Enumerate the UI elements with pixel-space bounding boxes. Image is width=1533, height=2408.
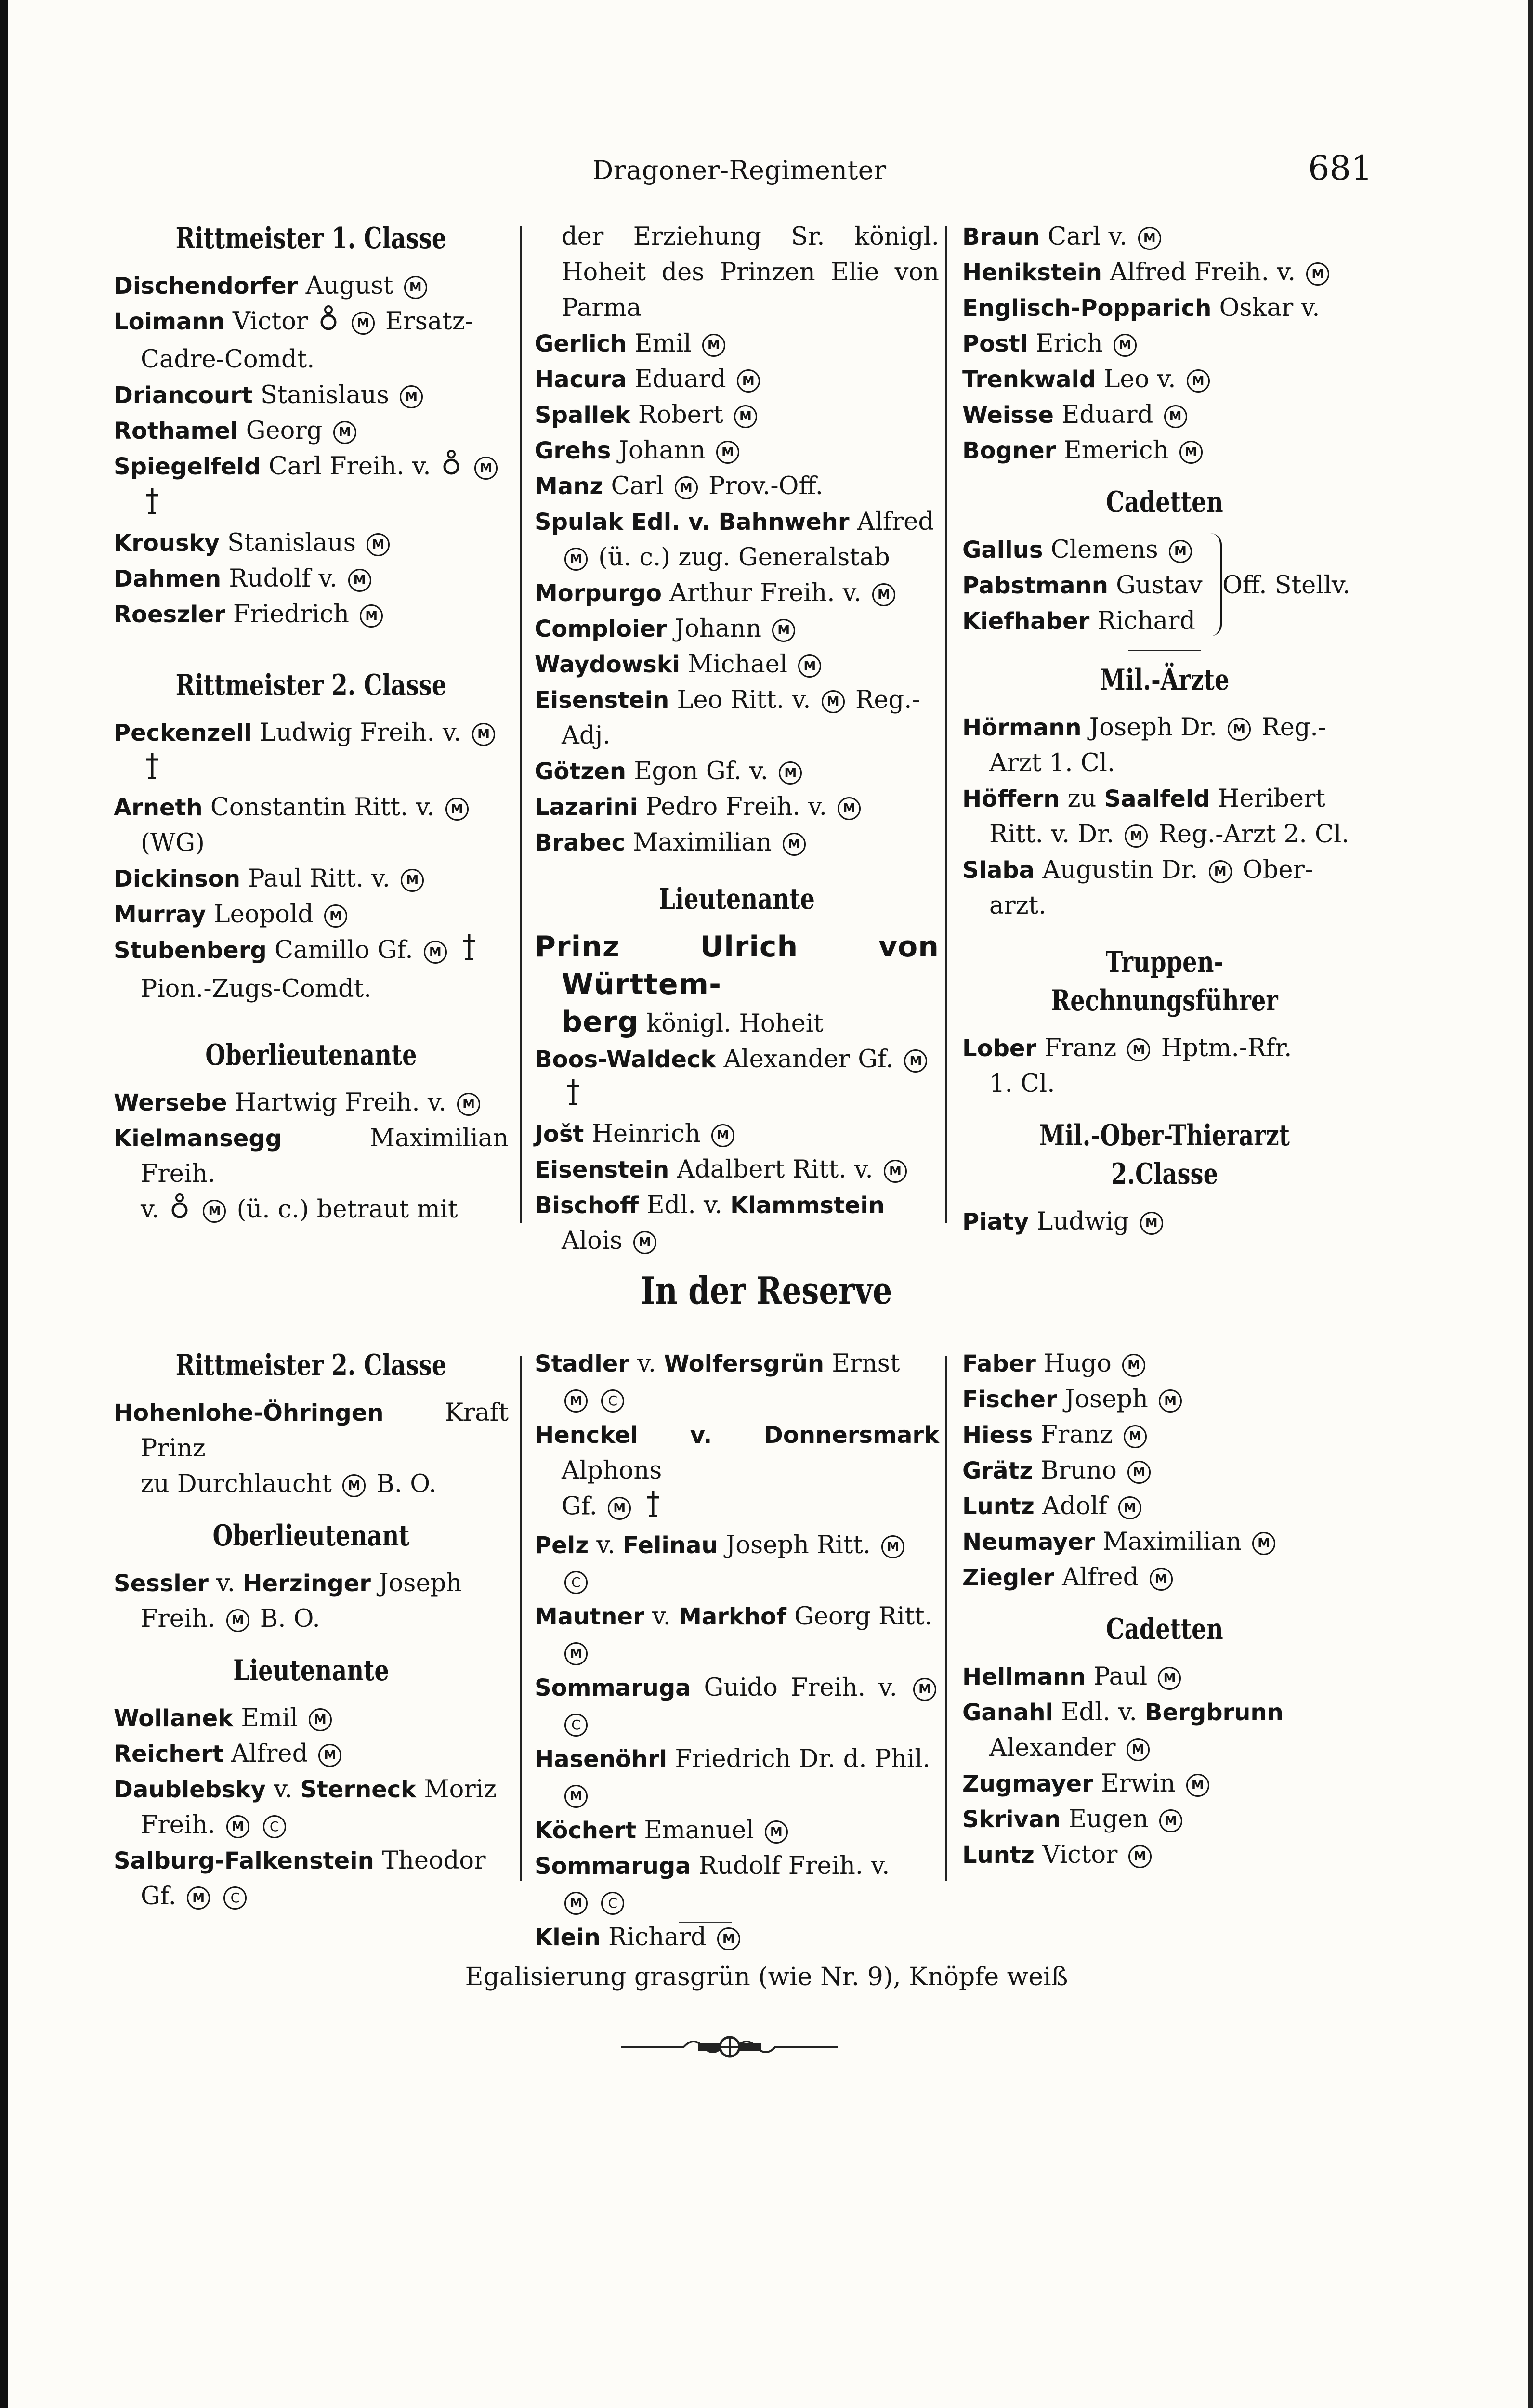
list-item: Wollanek Emil M [114,1701,509,1736]
m-icon: M [472,723,495,746]
list-item: Eisenstein Leo Ritt. v. M Reg.- [535,686,920,714]
section-heading: Mil.-Ärzte [1100,663,1230,697]
list-item: Reichert Alfred M [114,1736,509,1772]
list-item: Sommaruga Rudolf Freih. v. [535,1852,890,1880]
m-icon: M [1186,1774,1209,1797]
m-icon: M [457,1093,480,1116]
scan-border-right [1528,0,1533,2408]
m-icon: M [564,1642,588,1665]
footer-divider [679,1922,732,1923]
section-heading: Cadetten [1106,485,1223,519]
m-icon: M [1252,1532,1275,1555]
list-item: Luntz Victor M [962,1837,1367,1873]
reserve-heading: In der Reserve [641,1269,892,1313]
list-item: Hasenöhrl Friedrich Dr. d. Phil. [535,1745,930,1773]
list-item: Hörmann Joseph Dr. M Reg.- [962,713,1326,742]
list-item: Gerlich Emil M [535,326,939,362]
list-item: Skrivan Eugen M [962,1802,1367,1837]
list-item: Waydowski Michael M [535,647,939,682]
list-item-continuation: berg königl. Hoheit [562,1005,824,1039]
m-icon: M [717,1927,740,1950]
list-item: Spallek Robert M [535,397,939,433]
list-item-continuation [535,1077,939,1116]
list-item: Englisch-Popparich Oskar v. [962,294,1320,322]
active-column-2 [535,219,939,1259]
m-icon: M [1127,1461,1151,1484]
list-item: Prinz Ulrich von Württem- [535,930,939,1001]
c-icon: C [601,1389,624,1413]
list-item: Driancourt Stanislaus M [114,378,509,413]
list-item: Loimann Victor M Ersatz- [114,304,509,342]
m-icon: M [352,312,375,335]
column-rule [945,1356,947,1881]
m-icon: M [564,548,588,571]
column-rule [945,226,947,1223]
m-icon: M [904,1049,927,1073]
list-item: Braun Carl v. M [962,219,1367,255]
list-item-continuation: Alois M [535,1223,939,1259]
list-item-continuation [535,1884,939,1920]
list-item-continuation [114,751,509,790]
m-icon: M [772,619,795,642]
list-item: Pelz v. Felinau Joseph Ritt. M [535,1528,939,1563]
active-column-3 [962,219,1367,1240]
m-icon: M [564,1892,588,1915]
section-heading: Rittmeister 2. Classe [175,668,447,702]
m-icon: M [798,654,821,678]
reserve-column-1 [114,1346,509,1914]
m-icon: M [1209,860,1232,883]
list-item: Hellmann Paul M [962,1659,1367,1695]
m-icon: M [564,1389,588,1413]
m-icon: M [1118,1496,1141,1519]
cross-icon [144,751,161,790]
list-item: Sommaruga Guido Freih. v. MC [535,1670,939,1741]
list-item: Daublebsky v. Sterneck Moriz [114,1775,497,1804]
m-icon: M [608,1497,631,1520]
m-icon: M [309,1708,332,1731]
c-icon: C [564,1714,588,1737]
m-icon: M [711,1124,734,1147]
list-item: Postl Erich M [962,326,1367,362]
section-heading: Lieutenante [233,1654,389,1688]
m-icon: M [1127,1038,1150,1061]
list-item-continuation: zu Durchlaucht M B. O. [141,1470,437,1498]
m-icon: M [187,1886,210,1910]
list-item-continuation [535,1382,939,1417]
m-icon: M [1128,1845,1152,1868]
list-item: Henikstein Alfred Freih. v. M [962,255,1367,290]
list-item: Jošt Heinrich M [535,1116,939,1152]
list-item: Bogner Emerich M [962,433,1367,469]
list-item: Pabstmann Gustav [962,571,1203,600]
footer-note: Egalisierung grasgrün (wie Nr. 9), Knöpfe weiß [465,1963,1068,1991]
list-item: Faber Hugo M [962,1346,1367,1382]
m-icon: M [1187,369,1210,393]
m-icon: M [1122,1354,1145,1377]
cross-icon [564,1077,582,1116]
list-item: Weisse Eduard M [962,397,1367,433]
m-icon: M [1159,1809,1182,1832]
list-item: Ziegler Alfred M [962,1560,1367,1596]
m-icon: M [822,690,845,713]
list-item: Spulak Edl. v. Bahnwehr Alfred [535,508,934,536]
m-icon: M [404,276,427,299]
list-item-continuation: Ritt. v. Dr. M Reg.-Arzt 2. Cl. [989,820,1350,849]
reserve-column-3 [962,1346,1367,1873]
list-item: Wersebe Hartwig Freih. v. M [114,1085,509,1121]
section-heading: Rittmeister 1. Classe [175,222,447,255]
list-item: Lober Franz M Hptm.-Rfr. [962,1034,1292,1062]
list-item-continuation: v. M (ü. c.) betraut mit [114,1192,509,1230]
m-icon: M [872,583,895,606]
medal-ring-icon [442,449,461,486]
c-icon: C [564,1571,588,1594]
list-item: Höffern zu Saalfeld Heribert [962,785,1325,813]
m-icon: M [424,941,447,964]
list-item: Ganahl Edl. v. Bergbrunn [962,1698,1284,1727]
list-item: Slaba Augustin Dr. M Ober- [962,856,1313,884]
m-icon: M [1125,824,1148,848]
list-item: Comploier Johann M [535,611,939,647]
m-icon: M [333,421,356,444]
brace-label: Off. Stellv. [1222,571,1350,600]
list-item-continuation [114,486,509,525]
list-item: Piaty Ludwig M [962,1204,1367,1240]
brace [1210,533,1222,636]
list-item: Salburg-Falkenstein Theodor [114,1846,486,1875]
page-number: 681 [1308,148,1373,188]
m-icon: M [324,904,347,928]
list-item: Murray Leopold M [114,897,509,932]
list-item-continuation [535,1777,939,1813]
list-item-continuation: Gf. M [535,1489,939,1528]
m-icon: M [1150,1568,1173,1591]
section-heading: Mil.-Ober-Thierarzt 2.Classe [1039,1119,1290,1191]
cross-icon [460,932,478,971]
list-item: Grehs Johann M [535,433,939,469]
reserve-column-2 [535,1346,939,1955]
list-item: Roeszler Friedrich M [114,597,509,632]
list-item: Sessler v. Herzinger Joseph [114,1569,462,1597]
list-item: Hiess Franz M [962,1417,1367,1453]
medal-ring-icon [319,305,338,342]
m-icon: M [318,1744,341,1767]
list-item: Dickinson Paul Ritt. v. M [114,861,509,897]
list-item: Eisenstein Adalbert Ritt. v. M [535,1152,939,1188]
m-icon: M [779,761,802,785]
list-item-continuation: Adj. [562,721,611,750]
list-item: Arneth Constantin Ritt. v. M [114,790,509,825]
section-heading: Lieutenante [659,882,815,916]
list-item: Köchert Emanuel M [535,1813,939,1848]
m-icon: M [737,369,760,393]
m-icon: M [474,457,498,480]
m-icon: M [445,798,469,821]
list-item-continuation: 1. Cl. [989,1070,1055,1098]
list-item: Bischoff Edl. v. Klammstein [535,1191,885,1219]
list-item: Hohenlohe-Öhringen Kraft Prinz [114,1399,509,1463]
m-icon: M [348,569,371,592]
medal-ring-icon [170,1193,189,1230]
list-item: Brabec Maximilian M [535,825,939,861]
m-icon: M [203,1200,226,1223]
list-item: Stubenberg Camillo Gf. M [114,932,509,971]
list-item-continuation: arzt. [989,891,1047,920]
divider [1128,650,1201,651]
list-item: Stadler v. Wolfersgrün Ernst [535,1349,900,1378]
m-icon: M [1179,441,1203,464]
list-item: Kiefhaber Richard [962,607,1196,635]
section-heading: Oberlieutenante [205,1038,417,1072]
list-item-continuation: Freih. M B. O. [141,1605,320,1633]
list-item: Zugmayer Erwin M [962,1766,1367,1802]
list-item-continuation: Arzt 1. Cl. [989,749,1115,777]
list-item: Lazarini Pedro Freih. v. M [535,789,939,825]
list-item: Gallus Clemens M [962,532,1367,568]
list-item: Klein Richard M [535,1920,939,1955]
list-item: Götzen Egon Gf. v. M [535,754,939,789]
m-icon: M [367,533,390,556]
list-item: Rothamel Georg M [114,413,509,449]
m-icon: M [226,1609,249,1632]
scan-border-left [0,0,8,2408]
m-icon: M [1159,1389,1182,1413]
list-item: Luntz Adolf M [962,1489,1367,1524]
list-item: Mautner v. Markhof Georg Ritt. [535,1602,932,1631]
list-item-continuation: Cadre-Comdt. [141,345,315,374]
m-icon: M [226,1815,249,1838]
m-icon: M [765,1820,788,1844]
list-item: Hacura Eduard M [535,362,939,397]
m-icon: M [1228,718,1251,741]
list-item: Dischendorfer August M [114,268,509,304]
column-rule [520,226,522,1223]
list-item-continuation: Gf. M C [114,1879,509,1914]
m-icon: M [342,1474,366,1497]
running-head: Dragoner-Regimenter [592,155,887,185]
m-icon: M [913,1678,936,1701]
m-icon: M [716,441,739,464]
section-heading: Rittmeister 2. Classe [175,1348,447,1382]
list-item-continuation: Pion.-Zugs-Comdt. [141,975,372,1003]
m-icon: M [881,1535,904,1558]
m-icon: M [360,604,383,628]
m-icon: M [1138,227,1161,250]
c-icon: C [223,1886,247,1910]
list-item-continuation: Freih. M C [114,1807,509,1843]
ornament-icon [621,2032,838,2063]
list-item-continuation: M (ü. c.) zug. Generalstab [535,540,939,576]
active-column-1 [114,219,509,1230]
m-icon: M [675,476,698,499]
list-item: Dahmen Rudolf v. M [114,561,509,597]
list-item-continuation: Alexander M [962,1730,1367,1766]
m-icon: M [1124,1425,1147,1448]
m-icon: M [1164,405,1187,428]
list-item: Kielmansegg Maximilian Freih. [114,1124,509,1188]
list-item: Morpurgo Arthur Freih. v. M [535,576,939,611]
list-item-continuation [535,1635,939,1670]
section-heading: Oberlieutenant [212,1519,410,1553]
m-icon: M [633,1231,656,1254]
m-icon: M [702,334,725,357]
m-icon: M [1306,262,1329,286]
m-icon: M [783,833,806,856]
list-item: Peckenzell Ludwig Freih. v. M [114,715,509,751]
list-item-continuation: (WG) [141,829,205,857]
c-icon: C [601,1892,624,1915]
list-item-continuation: der Erziehung Sr. königl. Hoheit des Prinzen Elie von Parma [562,222,939,322]
m-icon: M [1140,1212,1163,1235]
list-item: Neumayer Maximilian M [962,1524,1367,1560]
cross-icon [144,486,161,525]
m-icon: M [838,797,861,820]
m-icon: M [1158,1667,1181,1690]
list-item: Fischer Joseph M [962,1382,1367,1417]
cadet-group [962,532,1367,639]
m-icon: M [734,405,757,428]
list-item: Manz Carl M Prov.-Off. [535,472,824,500]
m-icon: M [1169,540,1192,563]
list-item: Grätz Bruno M [962,1453,1367,1489]
list-item-continuation [535,1563,939,1599]
m-icon: M [1114,334,1137,357]
m-icon: M [1127,1738,1150,1761]
cross-icon [644,1489,662,1528]
c-icon: C [263,1815,286,1838]
list-item: Spiegelfeld Carl Freih. v. M [114,449,509,487]
list-item: Krousky Stanislaus M [114,525,509,561]
list-item: Boos-Waldeck Alexander Gf. M [535,1042,939,1077]
list-item: Henckel v. Donnersmark Alphons [535,1422,939,1485]
list-item: Trenkwald Leo v. M [962,362,1367,397]
m-icon: M [884,1160,907,1183]
m-icon: M [401,869,424,892]
m-icon: M [564,1785,588,1808]
section-heading: Cadetten [1106,1612,1223,1646]
m-icon: M [400,385,423,408]
column-rule [520,1356,522,1881]
section-heading: Truppen-Rechnungsführer [1051,945,1278,1018]
